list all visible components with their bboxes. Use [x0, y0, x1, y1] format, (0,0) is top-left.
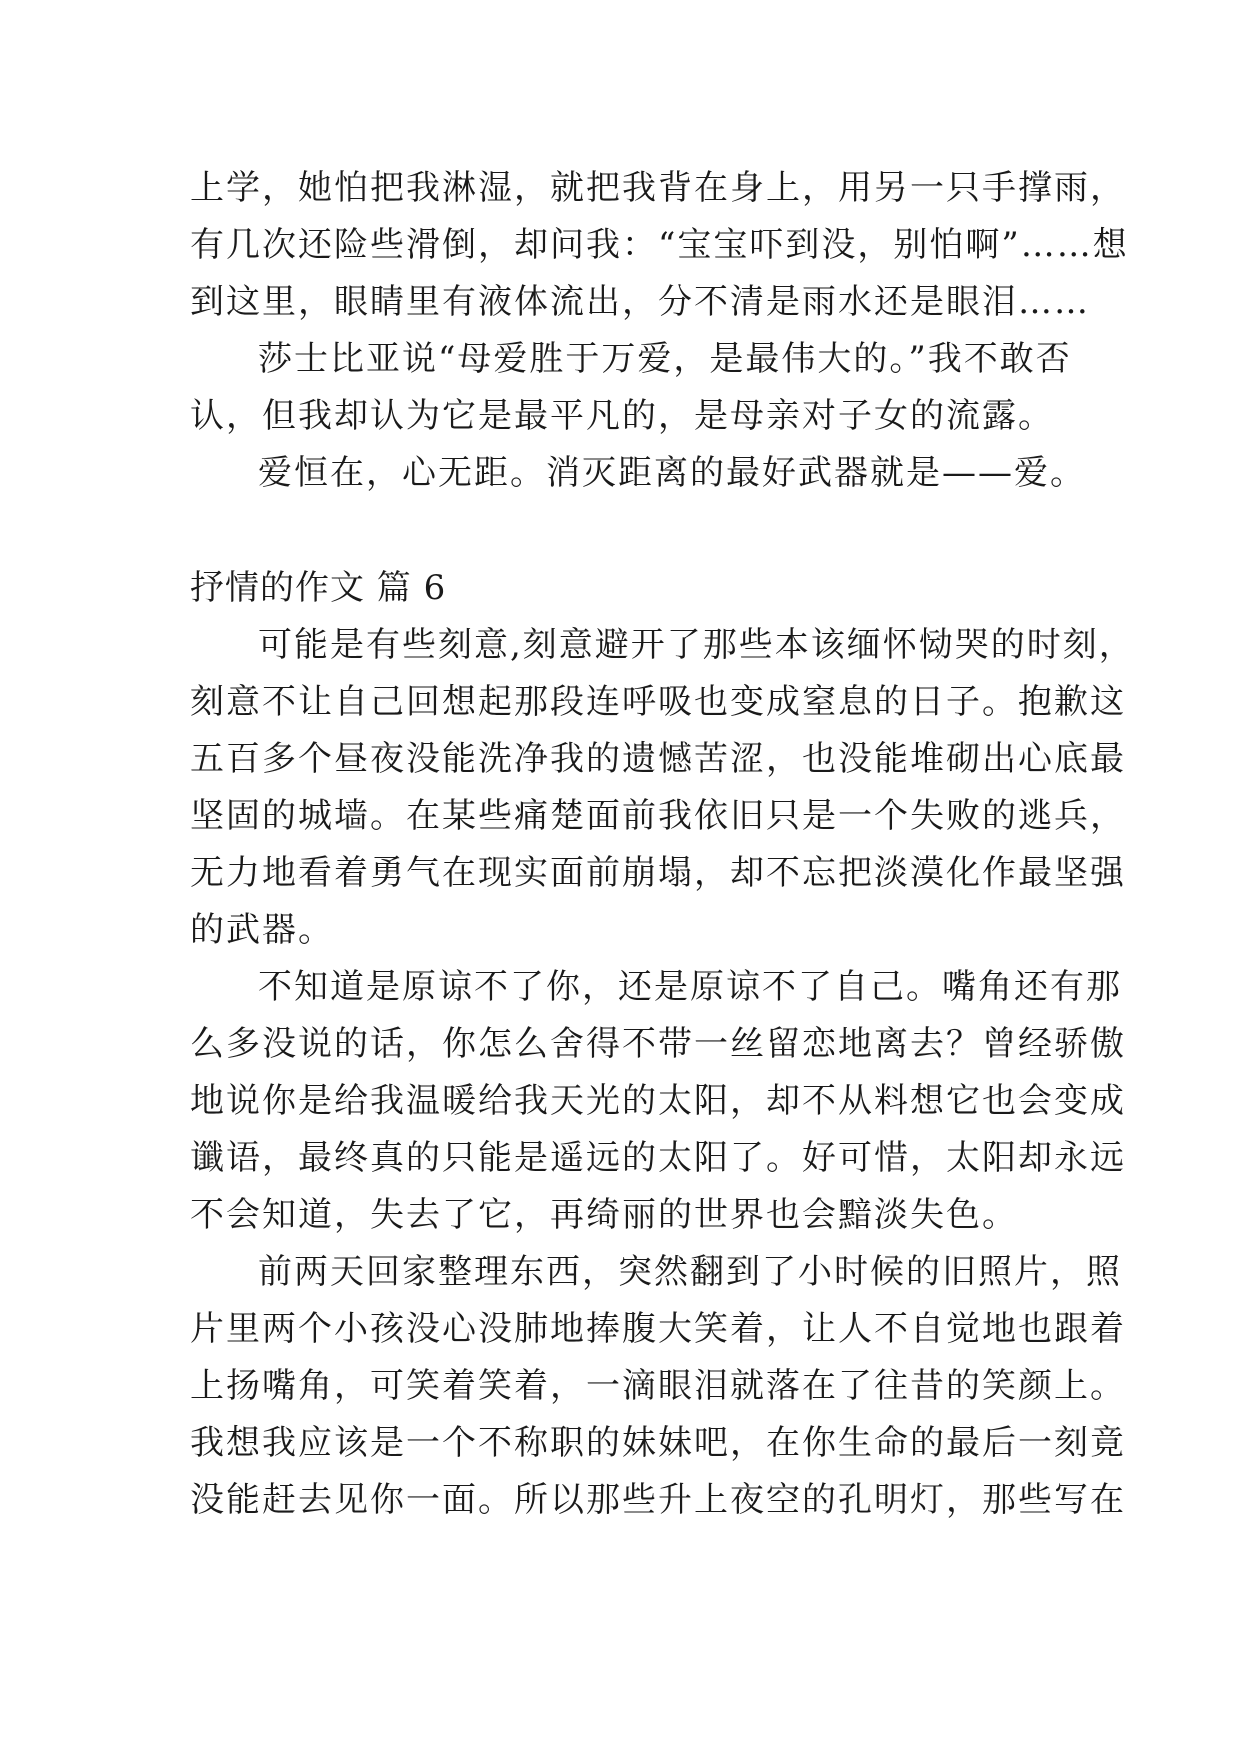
paragraph-line: 认，但我却认为它是最平凡的，是母亲对子女的流露。 [190, 396, 1054, 436]
paragraph-line: 没能赶去见你一面。所以那些升上夜空的孔明灯，那些写在 [190, 1480, 1126, 1520]
paragraph-line: 我想我应该是一个不称职的妹妹吧，在你生命的最后一刻竟 [190, 1423, 1126, 1463]
paragraph-line: 刻意不让自己回想起那段连呼吸也变成窒息的日子。抱歉这 [190, 682, 1126, 722]
paragraph-line: 莎士比亚说“母爱胜于万爱，是最伟大的。”我不敢否 [258, 339, 1072, 379]
paragraph-line: 前两天回家整理东西，突然翻到了小时候的旧照片，照 [258, 1252, 1122, 1292]
paragraph-line: 爱恒在，心无距。消灭距离的最好武器就是——爱。 [258, 453, 1086, 493]
section-heading: 抒情的作文 篇 6 [190, 568, 447, 608]
paragraph-line: 地说你是给我温暖给我天光的太阳，却不从料想它也会变成 [190, 1081, 1126, 1121]
paragraph-line: 上学，她怕把我淋湿，就把我背在身上，用另一只手撑雨， [190, 168, 1126, 208]
paragraph-line: 谶语，最终真的只能是遥远的太阳了。好可惜，太阳却永远 [190, 1138, 1126, 1178]
paragraph-line: 不知道是原谅不了你，还是原谅不了自己。嘴角还有那 [258, 967, 1122, 1007]
paragraph-line: 坚固的城墙。在某些痛楚面前我依旧只是一个失败的逃兵， [190, 796, 1126, 836]
paragraph-line: 片里两个小孩没心没肺地捧腹大笑着，让人不自觉地也跟着 [190, 1309, 1126, 1349]
paragraph-line: 的武器。 [190, 910, 334, 950]
paragraph-line: 可能是有些刻意,刻意避开了那些本该缅怀恸哭的时刻， [258, 625, 1135, 665]
paragraph-line: 无力地看着勇气在现实面前崩塌，却不忘把淡漠化作最坚强 [190, 853, 1126, 893]
paragraph-line: 么多没说的话，你怎么舍得不带一丝留恋地离去？曾经骄傲 [190, 1024, 1126, 1064]
paragraph-line: 到这里，眼睛里有液体流出，分不清是雨水还是眼泪…… [190, 282, 1090, 322]
paragraph-line: 有几次还险些滑倒，却问我：“宝宝吓到没，别怕啊”……想 [190, 225, 1129, 265]
paragraph-line: 上扬嘴角，可笑着笑着，一滴眼泪就落在了往昔的笑颜上。 [190, 1366, 1126, 1406]
paragraph-line: 不会知道，失去了它，再绮丽的世界也会黯淡失色。 [190, 1195, 1018, 1235]
paragraph-line: 五百多个昼夜没能洗净我的遗憾苦涩，也没能堆砌出心底最 [190, 739, 1126, 779]
